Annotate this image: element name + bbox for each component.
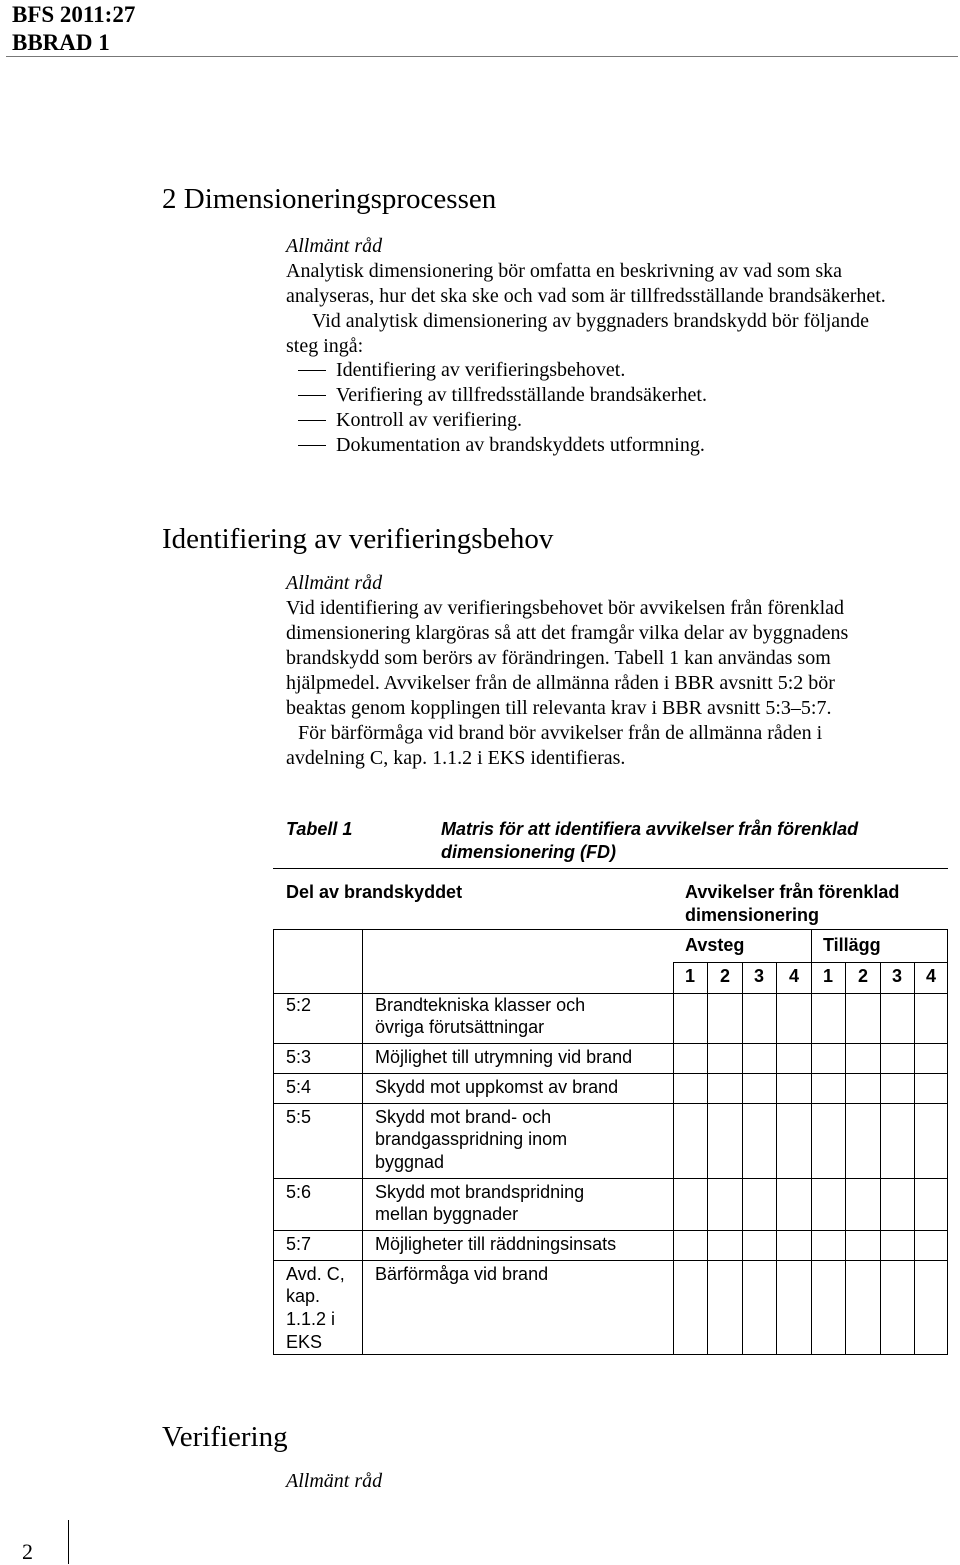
level-number: 4 bbox=[788, 966, 799, 986]
paragraph-line: analyseras, hur det ska ske och vad som är tillfredsställande brandsäkerhet. bbox=[286, 285, 886, 307]
step-list-item bbox=[298, 433, 705, 458]
page-number: 2 bbox=[22, 1539, 33, 1564]
row-description: övriga förutsättningar bbox=[375, 1017, 545, 1037]
table-rule bbox=[273, 929, 274, 994]
step-text: Identifiering av verifieringsbehovet. bbox=[336, 359, 626, 381]
level-number: 3 bbox=[891, 966, 902, 986]
table-header-del-av-brandskyddet: Del av brandskyddet bbox=[286, 882, 463, 902]
row-description: Möjligheter till räddningsinsats bbox=[375, 1234, 617, 1254]
level-number: 3 bbox=[753, 966, 764, 986]
row-code: 1.1.2 i bbox=[286, 1309, 336, 1329]
table-rule bbox=[273, 1073, 948, 1074]
table-header-tillagg: Tillägg bbox=[823, 935, 881, 955]
table-label: Tabell 1 bbox=[286, 819, 353, 839]
table-rule bbox=[273, 929, 673, 930]
table-header-avvikelser: Avvikelser från förenklad bbox=[685, 882, 900, 902]
table-caption-line: dimensionering (FD) bbox=[441, 842, 616, 862]
section-title-identifiering: Identifiering av verifieringsbehov bbox=[162, 523, 554, 555]
section-title-dimensioneringsprocessen: 2 Dimensioneringsprocessen bbox=[162, 183, 497, 215]
advice-label: Allmänt råd bbox=[286, 1470, 383, 1492]
table-rule bbox=[273, 1178, 948, 1179]
table-rule bbox=[273, 1354, 948, 1355]
row-description: Bärförmåga vid brand bbox=[375, 1264, 549, 1284]
level-number: 4 bbox=[925, 966, 936, 986]
advice-label: Allmänt råd bbox=[286, 572, 383, 594]
header-rule bbox=[6, 56, 958, 57]
table-rule bbox=[273, 1043, 948, 1044]
row-code: 5:6 bbox=[286, 1182, 312, 1202]
row-code: EKS bbox=[286, 1332, 323, 1352]
paragraph-line: brandskydd som berörs av förändringen. Tabell 1 kan användas som bbox=[286, 647, 831, 669]
paragraph-line: hjälpmedel. Avvikelser från de allmänna råden i BBR avsnitt 5:2 bör bbox=[286, 672, 835, 694]
row-code: 5:3 bbox=[286, 1047, 312, 1067]
paragraph-line: avdelning C, kap. 1.1.2 i EKS identifieras. bbox=[286, 747, 626, 769]
level-number: 2 bbox=[857, 966, 868, 986]
step-text: Dokumentation av brandskyddets utformning. bbox=[336, 434, 705, 456]
table-rule bbox=[362, 929, 363, 994]
table-rule bbox=[273, 1103, 948, 1104]
table-rule bbox=[273, 1230, 948, 1231]
level-number: 1 bbox=[684, 966, 695, 986]
row-code: 5:7 bbox=[286, 1234, 312, 1254]
table-rule bbox=[811, 963, 812, 1355]
row-description: Skydd mot uppkomst av brand bbox=[375, 1077, 619, 1097]
row-code: 5:2 bbox=[286, 995, 312, 1015]
advice-label: Allmänt råd bbox=[286, 235, 383, 257]
table-rule bbox=[742, 963, 743, 1355]
table-rule bbox=[914, 963, 915, 1355]
table-rule bbox=[776, 963, 777, 1355]
level-number: 2 bbox=[719, 966, 730, 986]
paragraph-line: dimensionering klargöras så att det framgår vilka delar av byggnadens bbox=[286, 622, 849, 644]
dash-icon bbox=[298, 420, 326, 421]
table-rule bbox=[673, 963, 674, 1355]
paragraph-line: För bärförmåga vid brand bör avvikelser från de allmänna råden i bbox=[298, 722, 823, 744]
table-rule bbox=[845, 963, 846, 1355]
row-description: Brandtekniska klasser och bbox=[375, 995, 586, 1015]
table-header-avsteg: Avsteg bbox=[685, 935, 745, 955]
row-description: Möjlighet till utrymning vid brand bbox=[375, 1047, 633, 1067]
dash-icon bbox=[298, 395, 326, 396]
table-rule bbox=[947, 929, 948, 1355]
row-code: 5:5 bbox=[286, 1107, 312, 1127]
step-list-item bbox=[298, 383, 707, 408]
step-list-item bbox=[298, 408, 522, 433]
step-list-item bbox=[298, 358, 625, 383]
row-description: Skydd mot brand- och bbox=[375, 1107, 552, 1127]
table-rule bbox=[273, 868, 948, 869]
row-code: kap. bbox=[286, 1286, 321, 1306]
footer-rule bbox=[68, 1520, 69, 1564]
paragraph-line: Analytisk dimensionering bör omfatta en beskrivning av vad som ska bbox=[286, 260, 843, 282]
table-rule bbox=[811, 929, 812, 963]
row-description: Skydd mot brandspridning bbox=[375, 1182, 585, 1202]
table-rule bbox=[707, 963, 708, 1355]
section-title-verifiering: Verifiering bbox=[162, 1421, 288, 1453]
document-code: BBRAD 1 bbox=[12, 30, 110, 55]
row-code: Avd. C, bbox=[286, 1264, 345, 1284]
paragraph-line: Vid analytisk dimensionering av byggnaders brandskydd bör följande bbox=[312, 310, 870, 332]
level-number: 1 bbox=[822, 966, 833, 986]
row-description: brandgasspridning inom bbox=[375, 1129, 568, 1149]
step-text: Verifiering av tillfredsställande brandsäkerhet. bbox=[336, 384, 707, 406]
paragraph-line: Vid identifiering av verifieringsbehovet bör avvikelsen från förenklad bbox=[286, 597, 845, 619]
table-rule bbox=[273, 993, 274, 1355]
table-caption-line: Matris för att identifiera avvikelser från förenklad bbox=[441, 819, 859, 839]
paragraph-line: steg ingå: bbox=[286, 335, 364, 357]
document-series: BFS 2011:27 bbox=[12, 2, 136, 27]
step-text: Kontroll av verifiering. bbox=[336, 409, 523, 431]
row-description: byggnad bbox=[375, 1152, 445, 1172]
table-rule bbox=[273, 1260, 948, 1261]
paragraph-line: beaktas genom kopplingen till relevanta krav i BBR avsnitt 5:3–5:7. bbox=[286, 697, 832, 719]
table-rule bbox=[880, 963, 881, 1355]
dash-icon bbox=[298, 445, 326, 446]
dash-icon bbox=[298, 370, 326, 371]
table-header-avvikelser: dimensionering bbox=[685, 905, 820, 925]
table-rule bbox=[362, 993, 363, 1355]
row-code: 5:4 bbox=[286, 1077, 312, 1097]
row-description: mellan byggnader bbox=[375, 1204, 519, 1224]
